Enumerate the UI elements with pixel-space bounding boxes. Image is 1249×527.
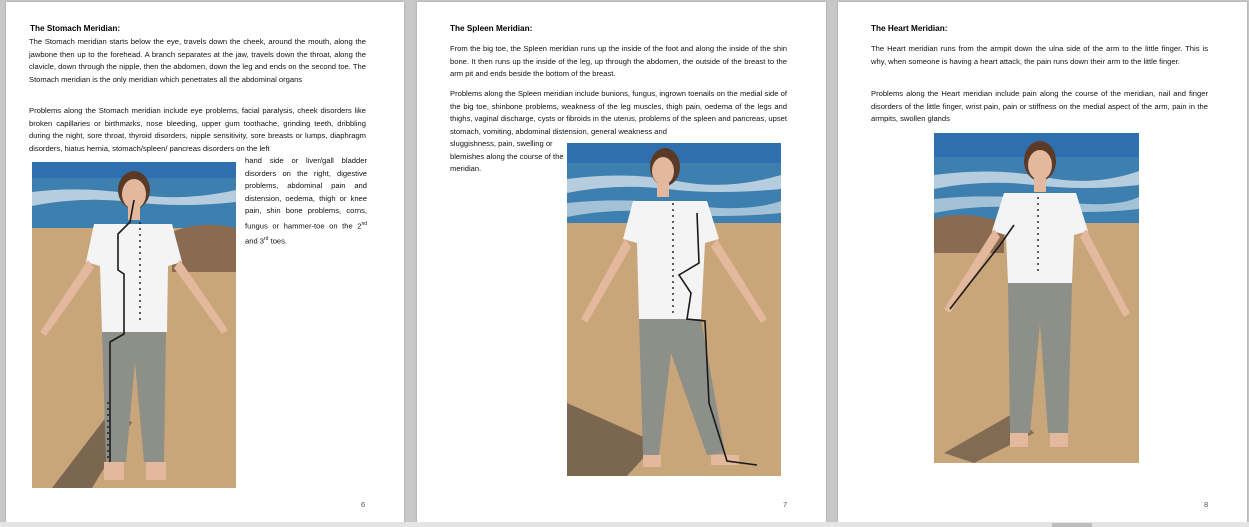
paragraph-description: From the big toe, the Spleen meridian runs up the inside of the foot and along the inside of the shin bone. It then runs up the inside of the leg, up through the abdomen, the outside of the breast to the arm pit and ends beside the bottom of the breast. bbox=[450, 44, 787, 79]
page-title: The Spleen Meridian: bbox=[450, 24, 533, 33]
page-title: The Heart Meridian: bbox=[871, 24, 948, 33]
paragraph-problems: Problems along the Heart meridian include pain along the course of the meridian, nail and finger disorders of the little finger, wrist pain, pain or stiffness on the medial aspect of the arm, pain in the armpits, swollen glands bbox=[871, 89, 1208, 124]
paragraph-problems: Problems along the Stomach meridian include eye problems, facial paralysis, cheek disorders like broken capillaries or birthmarks, nose bleeding, upper gum toothache, grinding teeth, dribbling during the night, sore throat, thyroid disorders, nipple sensitivity, sore breasts or lumps, diaphragm disorders, hiatus hernia, stomach/spleen/ pancreas disorders on the left bbox=[29, 106, 366, 153]
horizontal-scrollbar[interactable] bbox=[0, 522, 1249, 527]
page-6 bbox=[6, 2, 404, 522]
paragraph-problems-continued: sluggishness, pain, swelling or blemishes along the course of the meridian. bbox=[450, 139, 564, 174]
spleen-meridian-photo bbox=[567, 143, 781, 476]
scrollbar-thumb[interactable] bbox=[1052, 523, 1092, 527]
page-8 bbox=[838, 2, 1247, 522]
paragraph-problems-continued: hand side or liver/gall bladder disorders on the right, digestive problems, abdominal pain and distension, oedema, thigh or knee pain, shin bone problems, corns, fungus or hammer-toe on the 2nd and 3rd toes. bbox=[245, 156, 367, 246]
page-number: 7 bbox=[783, 500, 788, 509]
paragraph-description: The Stomach meridian starts below the eye, travels down the cheek, around the mouth, along the jawbone then up to the forehead. A branch separates at the jaw, travels down the throat, along the clavicle, down through the nipple, then the abdomen, down the leg and ends on the second toe. The Stomach meridian is the only meridian which penetrates all the abdominal organs bbox=[29, 37, 366, 84]
paragraph-problems: Problems along the Spleen meridian include bunions, fungus, ingrown toenails on the medial side of the big toe, shinbone problems, weakness of the leg muscles, thigh pain, oedema of the legs and thighs, vaginal discharge, cysts or fibroids in the uterus, problems of the spleen and pancreas, upset stomach, vomiting, abdominal distension, general weakness and bbox=[450, 89, 787, 136]
paragraph-description: The Heart meridian runs from the armpit down the ulna side of the arm to the little finger. This is why, when someone is having a heart attack, the pain runs down their arm to the little finger. bbox=[871, 44, 1208, 66]
page-number: 6 bbox=[361, 500, 366, 509]
page-7 bbox=[417, 2, 826, 522]
heart-meridian-photo bbox=[934, 133, 1139, 463]
stomach-meridian-photo bbox=[32, 162, 236, 488]
page-number: 8 bbox=[1204, 500, 1209, 509]
page-title: The Stomach Meridian: bbox=[30, 24, 121, 33]
